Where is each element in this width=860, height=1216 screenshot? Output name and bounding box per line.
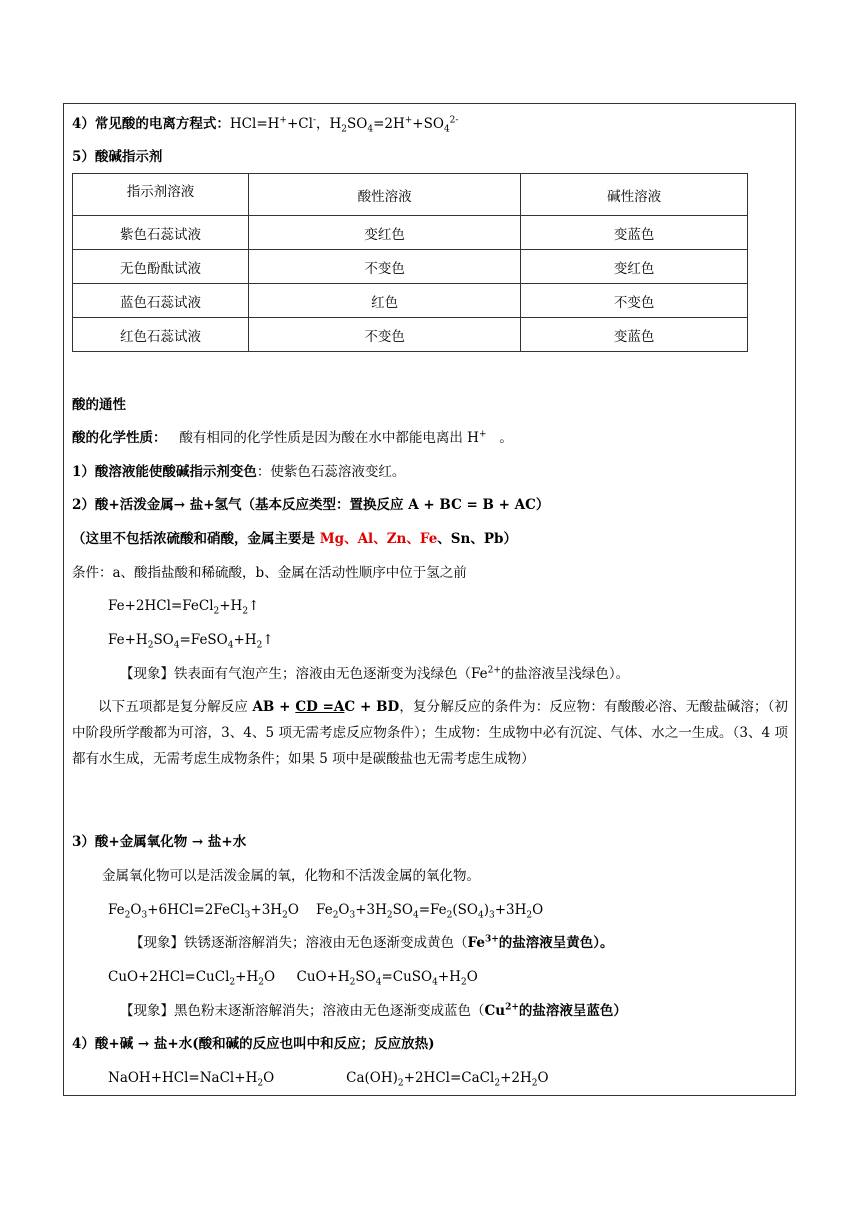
table-cell: 变红色 — [521, 250, 748, 284]
phenomenon-1: 【现象】铁表面有气泡产生；溶液由无色逐渐变为浅绿色（$Fe^{2+}$的盐溶液呈浅绿色）。 — [120, 665, 630, 682]
table-cell: 变红色 — [248, 216, 520, 250]
table-cell: 无色酚酞试液 — [73, 250, 249, 284]
phenomenon-2: 【现象】铁锈逐渐溶解消失；溶液由无色逐渐变成黄色（$Fe^{3+}$的盐溶液呈黄色）。 — [130, 934, 614, 951]
equation-fe2o3: $Fe_2O_3+6HCl=2FeCl_3+3H_2O$ $Fe_2O_3+3H_2SO_4=Fe_2(SO_4)_3+3H_2O$ — [108, 902, 544, 921]
indicator-heading: 5）酸碱指示剂 — [72, 149, 163, 165]
ionization-line: 4）常见酸的电离方程式：HCl=H++Cl-，$H_2SO_4=2H^++SO_4^{2-}$ — [72, 115, 459, 135]
table-cell: 不变色 — [248, 318, 520, 352]
general-properties-heading: 酸的通性 — [72, 397, 126, 413]
property-4: 4）酸+碱 → 盐+水(酸和碱的反应也叫中和反应；反应放热) — [72, 1036, 435, 1052]
ionization-equations: HCl=H++Cl-，$H_2SO_4=2H^++SO_4^{2-}$ — [229, 115, 459, 135]
table-header-cell: 指示剂溶液 — [73, 174, 249, 216]
phenomenon-3: 【现象】黑色粉末逐渐溶解消失；溶液由无色逐渐变成蓝色（$Cu^{2+}$的盐溶液呈蓝色） — [120, 1002, 627, 1019]
table-cell: 紫色石蕊试液 — [73, 216, 249, 250]
equation-fe-hcl: $Fe+2HCl=FeCl_2+H_2↑$ — [108, 598, 260, 617]
table-row — [73, 318, 748, 352]
table-cell: 蓝色石蕊试液 — [73, 284, 249, 318]
double-decomposition-paragraph: 以下五项都是复分解反应 AB + CD =AC + BD，复分解反应的条件为：反应物：有酸酸必溶、无酸盐碱溶；（初中阶段所学酸都为可溶，3、4、5 项无需考虑反应物条件）；生成物：生成物中必有沉淀、气体、水之一生成。（3、4 项都有水生成，无需考虑生成物条件；如果 5 项中是碳酸盐也无需考虑生成物） — [72, 699, 789, 767]
chemical-properties-line: 酸的化学性质： 酸有相同的化学性质是因为酸在水中都能电离出 H+ 。 — [72, 429, 513, 446]
table-cell: 红色石蕊试液 — [73, 318, 249, 352]
property-2: 2）酸+活泼金属→ 盐+氢气（基本反应类型：置换反应 A + BC = B + AC） — [72, 497, 550, 513]
indicator-table — [72, 173, 748, 352]
table-row — [73, 216, 748, 250]
equation-neutralization: $NaOH+HCl=NaCl+H_2O$ $Ca(OH)_2+2HCl=CaCl_2+2H_2O$ — [108, 1070, 549, 1089]
table-header-row — [73, 174, 748, 216]
property-3-description: 金属氧化物可以是活泼金属的氧，化物和不活泼金属的氧化物。 — [102, 868, 480, 884]
equation-cuo: $CuO+2HCl=CuCl_2+H_2O$ $CuO+H_2SO_4=CuSO_4+H_2O$ — [108, 969, 478, 988]
table-cell: 不变色 — [248, 250, 520, 284]
equation-fe-h2so4: $Fe+H_2SO_4=FeSO_4+H_2↑$ — [108, 632, 274, 651]
table-header-cell: 酸性溶液 — [248, 174, 520, 216]
table-header-cell: 碱性溶液 — [521, 174, 748, 216]
table-cell: 变蓝色 — [521, 318, 748, 352]
table-cell: 不变色 — [521, 284, 748, 318]
table-cell: 红色 — [248, 284, 520, 318]
property-3: 3）酸+金属氧化物 → 盐+水 — [72, 834, 247, 850]
property-2-note: （这里不包括浓硫酸和硝酸，金属主要是 Mg、Al、Zn、Fe、Sn、Pb） — [72, 531, 517, 547]
table-row — [73, 250, 748, 284]
table-row — [73, 284, 748, 318]
table-cell: 变蓝色 — [521, 216, 748, 250]
condition-line: 条件：a、酸指盐酸和稀硫酸，b、金属在活动性顺序中位于氢之前 — [72, 565, 467, 581]
content-frame — [63, 103, 796, 1096]
property-1: 1）酸溶液能使酸碱指示剂变色：使紫色石蕊溶液变红。 — [72, 464, 406, 480]
